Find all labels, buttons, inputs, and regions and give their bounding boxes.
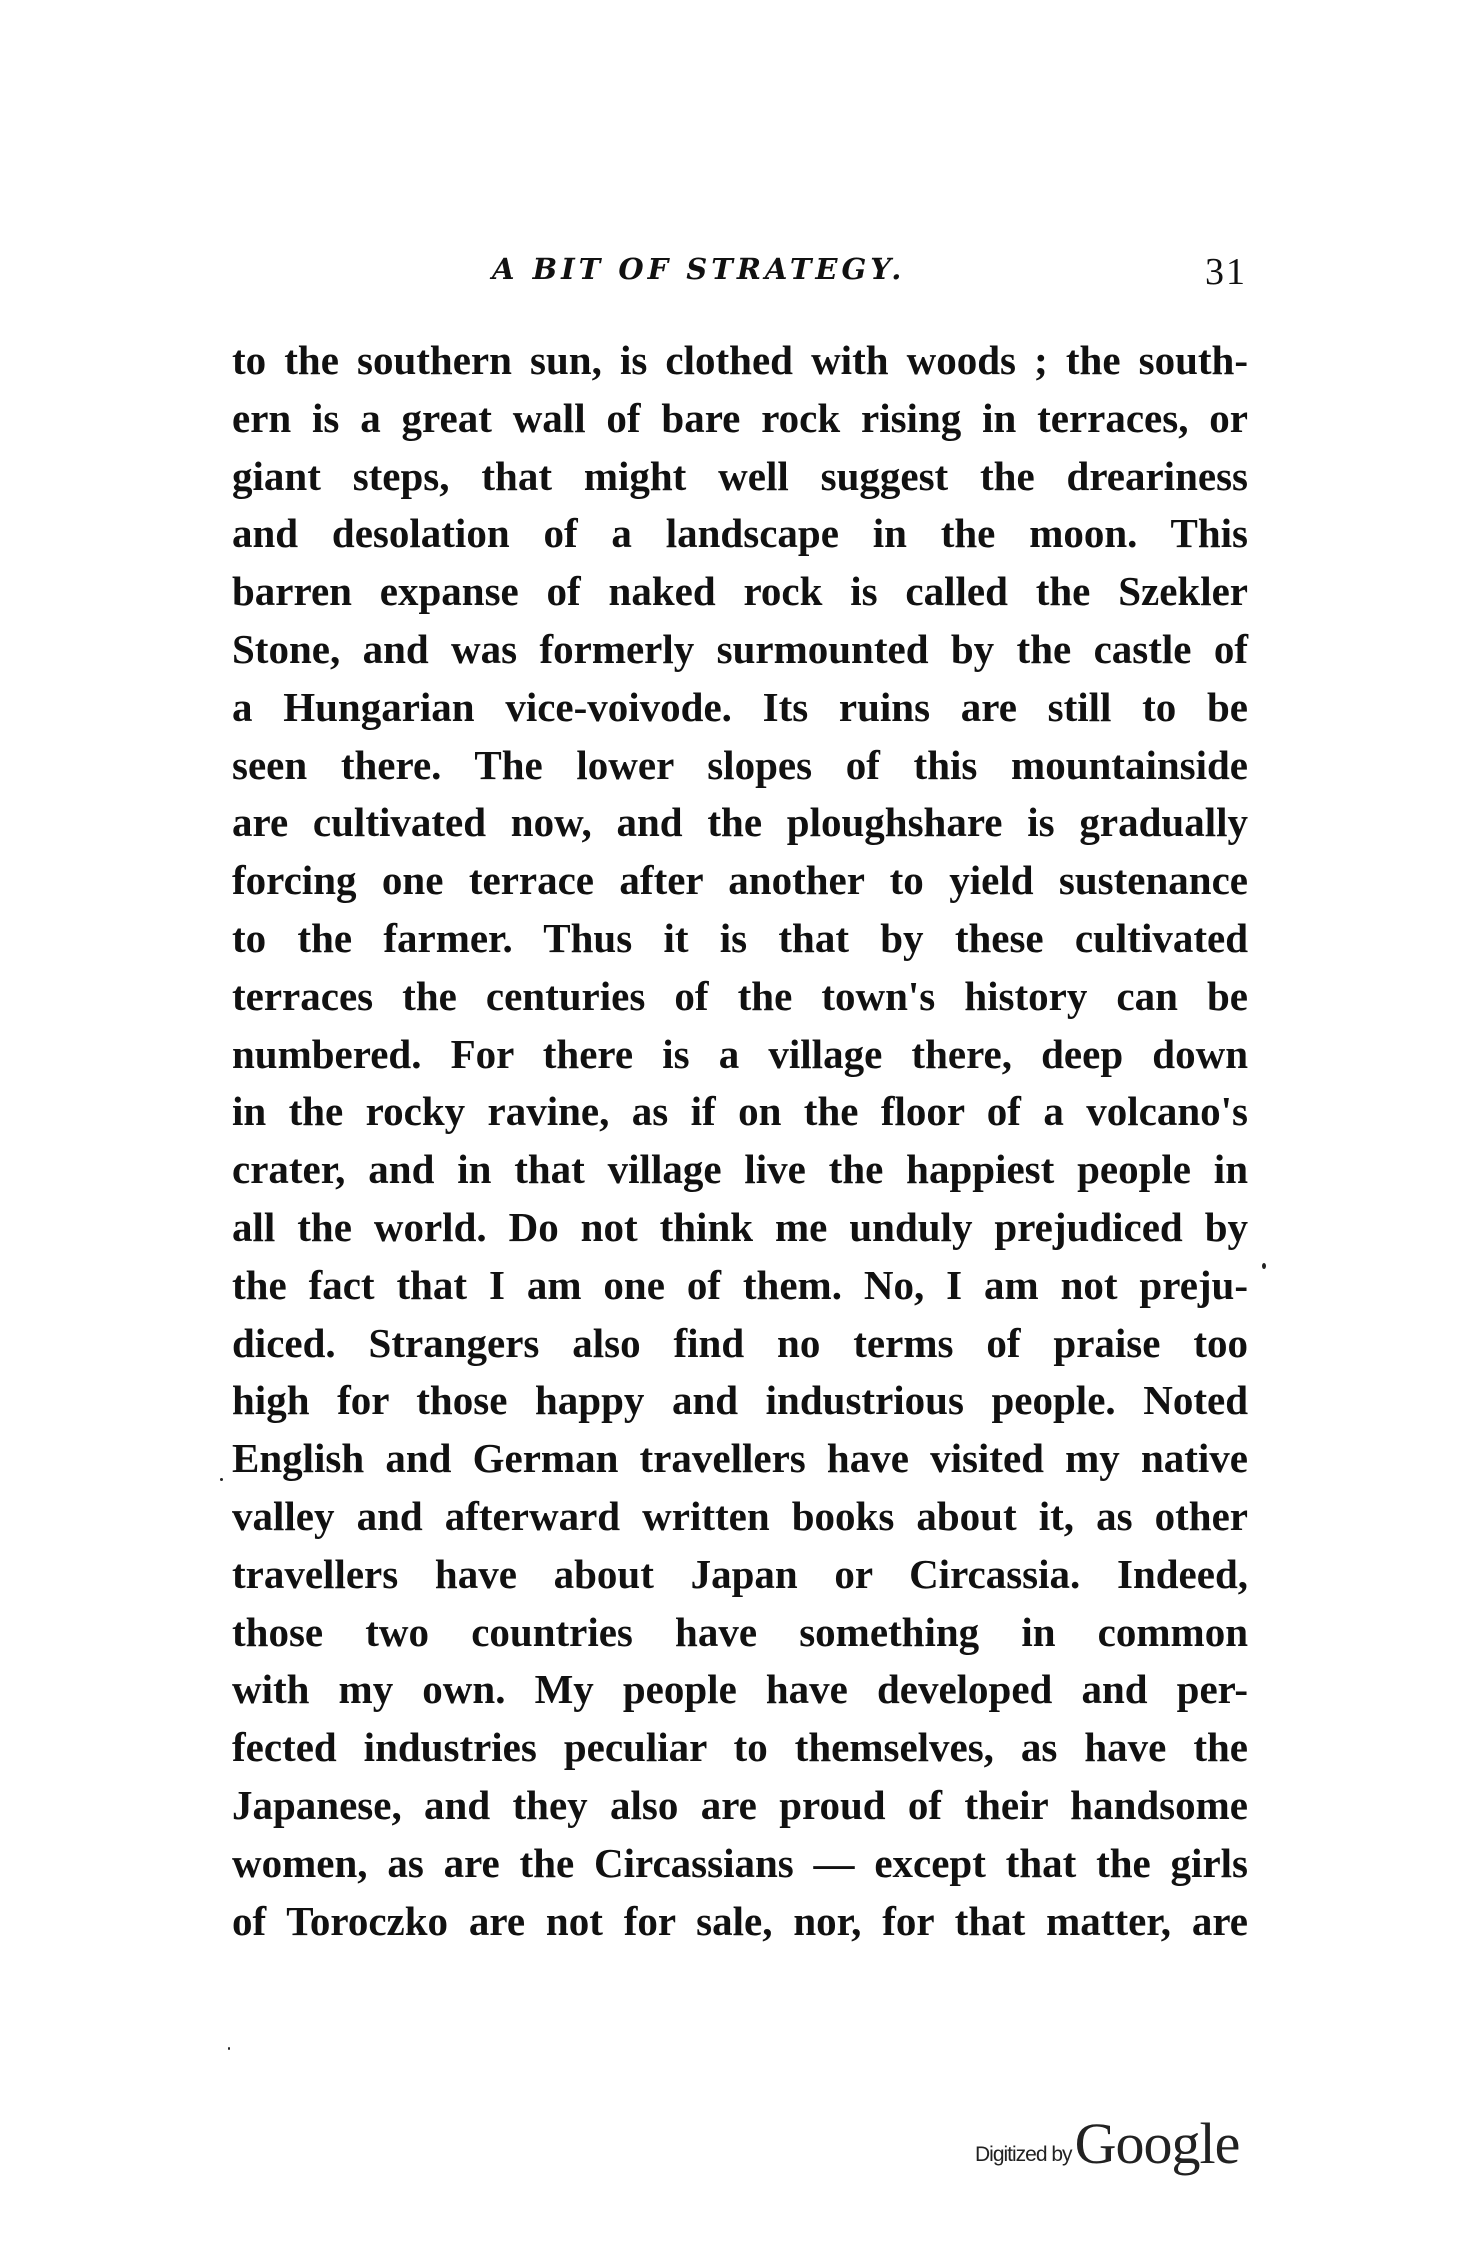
text-line: all the world. Do not think me unduly prejudiced by [232, 1203, 1248, 1250]
text-line: diced. Strangers also find no terms of praise too [232, 1319, 1248, 1366]
text-line: barren expanse of naked rock is called the Szekler [232, 568, 1248, 615]
body-text [232, 332, 1248, 1950]
text-line: giant steps, that might well suggest the dreariness [232, 452, 1248, 499]
text-line: numbered. For there is a village there, deep down [232, 1030, 1248, 1077]
text-line: valley and afterward written books about it, as other [232, 1492, 1248, 1539]
text-line: forcing one terrace after another to yield sustenance [232, 857, 1248, 904]
scan-speck [1262, 1263, 1266, 1269]
text-line: ern is a great wall of bare rock rising in terraces, or [232, 394, 1248, 441]
text-line: high for those happy and industrious people. Noted [232, 1377, 1248, 1424]
text-line: travellers have about Japan or Circassia. Indeed, [232, 1550, 1248, 1597]
running-head [232, 250, 1247, 298]
text-line: to the farmer. Thus it is that by these cultivated [232, 914, 1248, 961]
text-line: are cultivated now, and the ploughshare is gradually [232, 799, 1248, 846]
scan-speck [220, 1478, 223, 1481]
text-line: a Hungarian vice-voivode. Its ruins are still to be [232, 683, 1248, 730]
text-line: the fact that I am one of them. No, I am not preju- [232, 1261, 1248, 1308]
text-line: Japanese, and they also are proud of their handsome [232, 1781, 1248, 1828]
text-line: with my own. My people have developed and per- [232, 1666, 1248, 1713]
google-logo-text: Google [1074, 2111, 1240, 2176]
text-line: women, as are the Circassians — except that the girls [232, 1839, 1248, 1886]
text-line: fected industries peculiar to themselves, as have the [232, 1724, 1248, 1771]
text-line: of Toroczko are not for sale, nor, for that matter, are [232, 1897, 1248, 1944]
watermark-prefix: Digitized by [975, 2143, 1072, 2166]
text-line: English and German travellers have visited my native [232, 1435, 1248, 1482]
text-line: and desolation of a landscape in the moon. This [232, 510, 1248, 557]
text-line: in the rocky ravine, as if on the floor of a volcano's [232, 1088, 1248, 1135]
text-line: terraces the centuries of the town's history can be [232, 972, 1248, 1019]
running-title: A BIT OF STRATEGY. [492, 252, 906, 286]
text-line: to the southern sun, is clothed with woods ; the south- [232, 337, 1248, 383]
text-line: seen there. The lower slopes of this mountainside [232, 741, 1248, 788]
scan-speck [228, 2047, 230, 2050]
text-line: those two countries have something in common [232, 1608, 1248, 1655]
page-number: 31 [1205, 251, 1247, 293]
text-line: crater, and in that village live the happiest people in [232, 1146, 1248, 1193]
text-line: Stone, and was formerly surmounted by the castle of [232, 625, 1248, 672]
digitized-by-google-watermark [975, 2095, 1239, 2175]
